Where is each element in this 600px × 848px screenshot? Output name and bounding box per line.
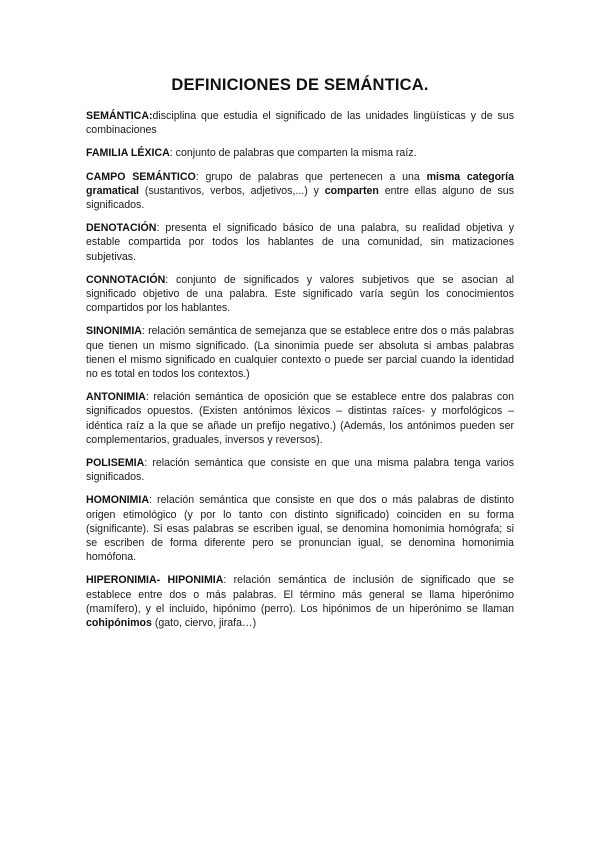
definition-familia-lexica (86, 146, 514, 160)
definition-text: : relación semántica que consiste en que dos o más palabras de distinto origen etimológico (y por lo tanto con distinto significado) coinciden en su forma (significante). Si esas palabras se escriben igual, se denomina homonimia homógrafa; si se escriben de forma diferente pero se pronuncian igual, se denomina homonimia homófona. (86, 494, 514, 564)
term: DENOTACIÓN (86, 222, 157, 235)
definition-text: : relación semántica de semejanza que se establece entre dos o más palabras que tienen un mismo significado. (La sinonimia puede ser absoluta si ambas palabras tienen el mismo significado en cualquier contexto o puede ser parcial cuando la identidad no es total en todos los contextos.) (86, 325, 514, 381)
definition-campo-semantico (86, 170, 514, 213)
term: ANTONIMIA (86, 391, 146, 404)
definition-text: : relación semántica de oposición que se establece entre dos palabras con significados opuestos. (Existen antónimos léxicos – distintas raíces- y morfológicos –idéntica raíz a la que se añade un prefijo negativo.) (Además, los antónimos pueden ser complementarios, graduales, inversos y reversos). (86, 391, 514, 446)
definition-text: : conjunto de palabras que comparten la misma raíz. (169, 147, 417, 160)
term: CONNOTACIÓN (86, 273, 166, 286)
definition-text: : conjunto de significados y valores subjetivos que se asocian al significado objetivo de una palabra. Este significado varía según los conocimientos compartidos por los hablantes. (86, 273, 514, 315)
term: HOMONIMIA (86, 494, 149, 507)
definition-text: : relación semántica que consiste en que una misma palabra tenga varios significados. (86, 457, 514, 484)
emphasis: cohipónimos (86, 617, 152, 630)
definition-antonimia (86, 390, 514, 447)
definition-hiperonimia-hiponimia (86, 573, 514, 630)
definition-text: (gato, ciervo, jirafa…) (151, 617, 257, 630)
term: POLISEMIA (86, 457, 145, 470)
definition-denotacion (86, 221, 514, 264)
definition-text: : grupo de palabras que pertenecen a una (195, 170, 427, 183)
definition-sinonimia (86, 324, 514, 381)
document-title: DEFINICIONES DE SEMÁNTICA. (171, 76, 429, 94)
definition-text: : relación semántica de inclusión de significado que se establece entre dos o más palabras. El término más general se llama hiperónimo (mamífero), y el incluido, hipónimo (perro). Los hipónimos de un hiperónimo se llaman (86, 574, 514, 615)
term: CAMPO SEMÁNTICO (86, 170, 196, 183)
term: FAMILIA LÉXICA (86, 147, 170, 160)
definition-polisemia (86, 456, 514, 484)
emphasis: comparten (324, 184, 379, 197)
term: SEMÁNTICA: (86, 110, 153, 122)
definition-semantica (86, 109, 514, 137)
definition-text: (sustantivos, verbos, adjetivos,...) y (139, 184, 325, 197)
definition-connotacion (86, 273, 514, 316)
definition-homonimia (86, 493, 514, 564)
term: SINONIMIA (86, 325, 142, 338)
definition-text: disciplina que estudia el significado de las unidades lingüísticas y de sus combinaciones (86, 110, 514, 137)
definition-text: : presenta el significado básico de una palabra, su realidad objetiva y estable compartida por todos los hablantes de una comunidad, sin matizaciones subjetivas. (86, 222, 514, 263)
definition-text: entre ellas alguno de sus significados. (86, 184, 514, 212)
emphasis: misma categoría gramatical (86, 170, 514, 197)
term: HIPERONIMIA- HIPONIMIA (86, 574, 224, 587)
